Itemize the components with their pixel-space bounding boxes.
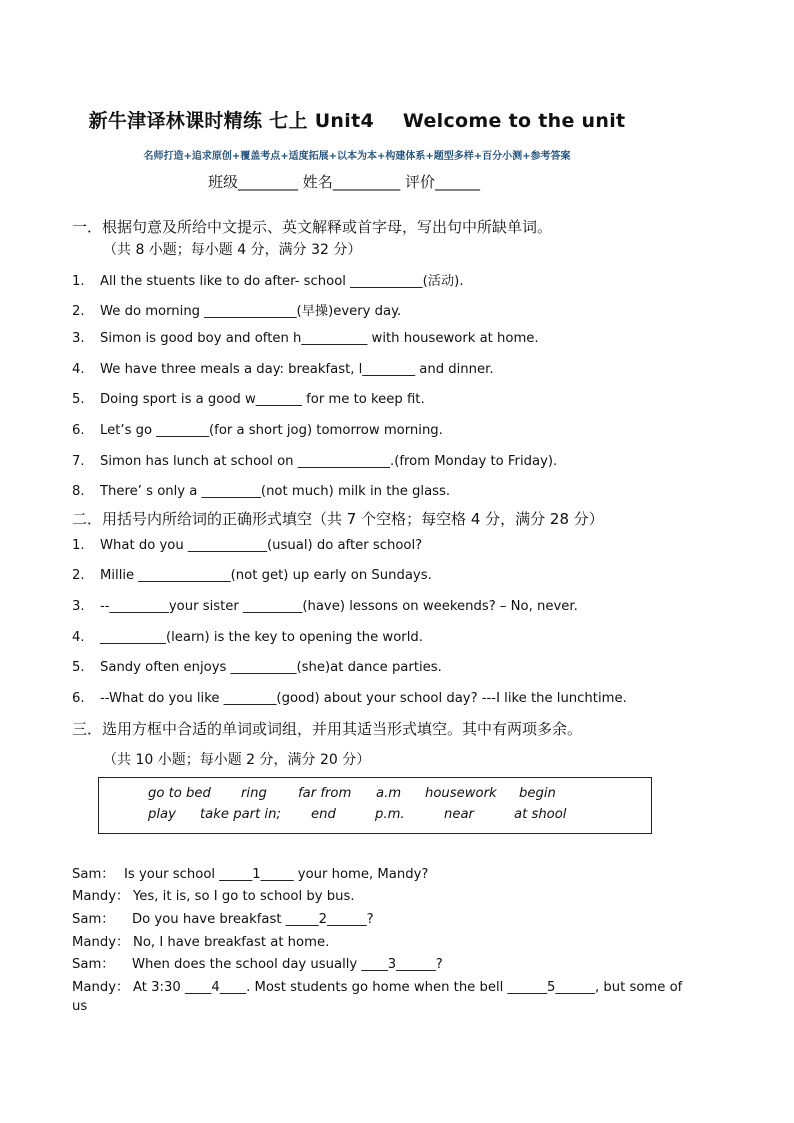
question-number: 3. bbox=[72, 599, 85, 614]
question-text: What do you ____________(usual) do after school? bbox=[100, 538, 423, 553]
dialogue-text: Yes, it is, so I go to school by bus. bbox=[133, 889, 355, 904]
question-number: 4. bbox=[72, 362, 85, 377]
dialogue-text: No, I have breakfast at home. bbox=[133, 935, 330, 950]
dialogue-speaker: Sam： bbox=[72, 867, 115, 882]
dialogue-line bbox=[72, 999, 87, 1014]
section3-note: （共 10 小题；每小题 2 分，满分 20 分） bbox=[103, 752, 371, 768]
question-text: Simon has lunch at school on ______________.(from Monday to Friday). bbox=[100, 454, 558, 469]
question-number: 4. bbox=[72, 630, 85, 645]
question-number: 1. bbox=[72, 538, 85, 553]
dialogue-text: Is your school _____1_____ your home, Mandy? bbox=[124, 867, 429, 882]
student-info-line: 班级________ 姓名_________ 评价______ bbox=[208, 173, 481, 191]
word-bank-item: ring bbox=[241, 786, 267, 801]
question-number: 5. bbox=[72, 392, 85, 407]
section1-question bbox=[72, 331, 539, 346]
dialogue-text: When does the school day usually ____3______? bbox=[132, 957, 443, 972]
section1-heading: 一．根据句意及所给中文提示、英文解释或首字母，写出句中所缺单词。 bbox=[72, 218, 553, 236]
question-text: __________(learn) is the key to opening the world. bbox=[100, 630, 423, 645]
word-bank-item: near bbox=[444, 807, 474, 822]
dialogue-line bbox=[72, 976, 682, 995]
question-number: 6. bbox=[72, 423, 85, 438]
title-unit-number: Unit4 bbox=[314, 110, 374, 132]
dialogue-line bbox=[72, 953, 443, 972]
dialogue-line bbox=[72, 885, 355, 904]
question-text: We have three meals a day: breakfast, l________ and dinner. bbox=[100, 362, 494, 377]
question-text: Millie ______________(not get) up early on Sundays. bbox=[100, 568, 432, 583]
question-text: --_________your sister _________(have) lessons on weekends? – No, never. bbox=[100, 599, 578, 614]
dialogue-speaker: Mandy： bbox=[72, 889, 130, 904]
section2-question bbox=[72, 691, 627, 706]
question-number: 2. bbox=[72, 568, 85, 583]
section3-heading: 三．选用方框中合适的单词或词组，并用其适当形式填空。其中有两项多余。 bbox=[72, 720, 583, 738]
title-unit-name: Welcome to the unit bbox=[402, 110, 626, 132]
dialogue-line bbox=[72, 931, 329, 950]
word-bank-item: play bbox=[148, 807, 176, 822]
page-subtitle: 名师打造+追求原创+覆盖考点+适度拓展+以本为本+构建体系+题型多样+百分小测+参考答案 bbox=[143, 151, 571, 162]
dialogue-text: us bbox=[72, 999, 88, 1014]
question-text: Doing sport is a good w_______ for me to keep fit. bbox=[100, 392, 425, 407]
word-bank-item: a.m bbox=[376, 786, 402, 801]
dialogue-text: At 3:30 ____4____. Most students go home when the bell ______5______, but some of bbox=[133, 980, 683, 995]
section1-question bbox=[72, 362, 494, 377]
page-title bbox=[0, 106, 714, 133]
dialogue-line bbox=[72, 908, 374, 927]
section1-question bbox=[72, 392, 425, 407]
question-text: Let’s go ________(for a short jog) tomorrow morning. bbox=[100, 423, 443, 438]
dialogue-speaker: Sam： bbox=[72, 957, 115, 972]
dialogue-text: Do you have breakfast _____2______? bbox=[132, 912, 374, 927]
dialogue-line bbox=[72, 863, 428, 882]
section1-question bbox=[72, 300, 401, 319]
section1-question bbox=[72, 484, 450, 499]
section2-question bbox=[72, 568, 432, 583]
question-number: 2. bbox=[72, 304, 85, 319]
section1-question bbox=[72, 454, 557, 469]
question-text: --What do you like ________(good) about your school day? ---I like the lunchtime. bbox=[100, 691, 627, 706]
word-bank-item: p.m. bbox=[375, 807, 405, 822]
dialogue-speaker: Mandy： bbox=[72, 935, 130, 950]
question-number: 6. bbox=[72, 691, 85, 706]
section1-note: （共 8 小题；每小题 4 分，满分 32 分） bbox=[103, 242, 362, 258]
word-bank-item: take part in; bbox=[200, 807, 281, 822]
question-text: Sandy often enjoys __________(she)at dance parties. bbox=[100, 660, 442, 675]
title-chinese: 新牛津译林课时精练 七上 bbox=[88, 110, 308, 132]
word-bank-item: far from bbox=[298, 786, 352, 801]
section2-question bbox=[72, 660, 442, 675]
section2-heading: 二．用括号内所给词的正确形式填空（共 7 个空格；每空格 4 分，满分 28 分） bbox=[72, 510, 604, 528]
question-text: Simon is good boy and often h__________ with housework at home. bbox=[100, 331, 539, 346]
question-text: All the stuents like to do after- school ___________(活动). bbox=[100, 274, 464, 289]
word-bank-item: go to bed bbox=[148, 786, 211, 801]
word-bank-item: housework bbox=[425, 786, 497, 801]
question-number: 1. bbox=[72, 274, 85, 289]
dialogue-speaker: Sam： bbox=[72, 912, 115, 927]
word-bank-item: begin bbox=[519, 786, 556, 801]
question-number: 3. bbox=[72, 331, 85, 346]
question-text: There’ s only a _________(not much) milk in the glass. bbox=[100, 484, 451, 499]
dialogue-speaker: Mandy： bbox=[72, 980, 130, 995]
question-number: 7. bbox=[72, 454, 85, 469]
word-bank-item: at shool bbox=[514, 807, 567, 822]
section2-question bbox=[72, 630, 423, 645]
question-number: 5. bbox=[72, 660, 85, 675]
section1-question bbox=[72, 423, 443, 438]
section2-question bbox=[72, 599, 578, 614]
section2-question bbox=[72, 538, 422, 553]
question-text: We do morning ______________(早操)every day. bbox=[100, 304, 402, 319]
question-number: 8. bbox=[72, 484, 85, 499]
section1-question bbox=[72, 270, 464, 289]
word-bank-item: end bbox=[311, 807, 336, 822]
